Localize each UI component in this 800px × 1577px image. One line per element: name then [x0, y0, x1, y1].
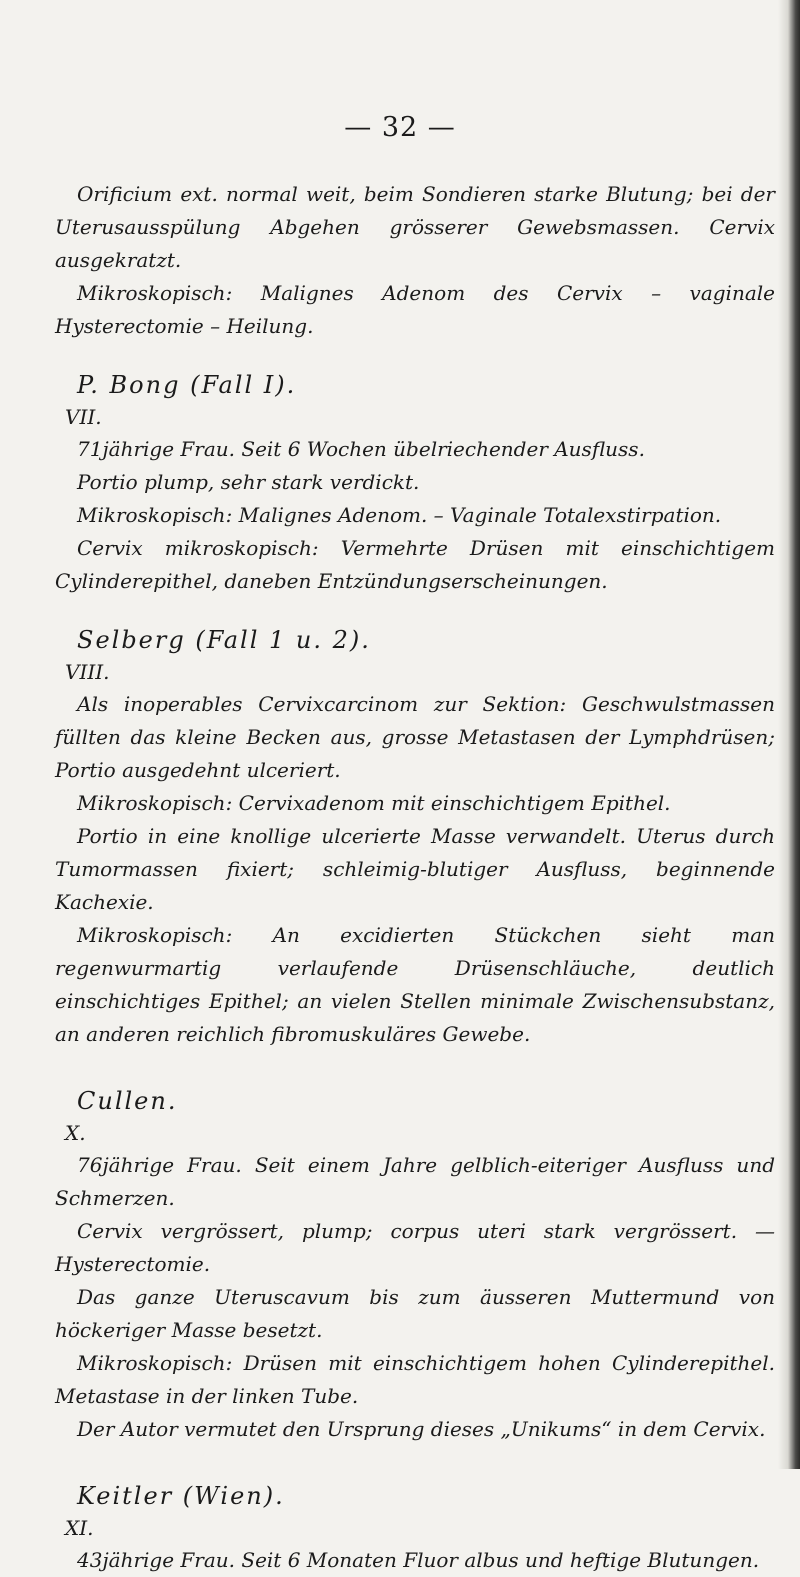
paragraph: Mikroskopisch: An excidierten Stückchen sieht man regenwurmartig verlaufende Drüsenschläuche, deutlich einschichtiges Epithel; an vielen Stellen minimale Zwischensubstanz, an anderen reichlich fibromuskuläres Gewebe. — [55, 923, 775, 1046]
case-author-heading: Selberg (Fall 1 u. 2). — [77, 626, 371, 654]
paragraph: Mikroskopisch: Drüsen mit einschichtigem hohen Cylinderepithel. Metastase in der linken Tube. — [55, 1351, 775, 1408]
paragraph: Cervix vergrössert, plump; corpus uteri stark vergrössert. — Hysterectomie. — [55, 1219, 775, 1276]
paragraph: 71jährige Frau. Seit 6 Wochen übelriechender Ausfluss. — [77, 437, 645, 461]
case-continuation — [55, 178, 775, 343]
case-number: VII. — [65, 405, 102, 429]
page-edge-shadow — [778, 0, 800, 1469]
case-number: XI. — [65, 1516, 94, 1540]
paragraph: Portio in eine knollige ulcerierte Masse verwandelt. Uterus durch Tumormassen fixiert; schleimig-blutiger Ausfluss, beginnende Kachexie. — [55, 824, 775, 914]
paragraph: Portio plump, sehr stark verdickt. — [77, 470, 420, 494]
page-body — [55, 178, 775, 1577]
paragraph: Mikroskopisch: Cervixadenom mit einschichtigem Epithel. — [77, 791, 671, 815]
case-section-bong — [55, 369, 775, 598]
case-number: VIII. — [65, 660, 110, 684]
paragraph: Mikroskopisch: Malignes Adenom des Cervix – vaginale Hysterectomie – Heilung. — [55, 281, 775, 338]
paragraph: Cervix mikroskopisch: Vermehrte Drüsen mit einschichtigem Cylinderepithel, daneben Entzündungserscheinungen. — [55, 536, 775, 593]
case-section-selberg — [55, 624, 775, 1051]
paragraph: 76jährige Frau. Seit einem Jahre gelblich-eiteriger Ausfluss und Schmerzen. — [55, 1153, 775, 1210]
paragraph: 43jährige Frau. Seit 6 Monaten Fluor albus und heftige Blutungen. — [77, 1548, 760, 1572]
case-section-cullen — [55, 1085, 775, 1446]
paragraph: Als inoperables Cervixcarcinom zur Sektion: Geschwulstmassen füllten das kleine Becken aus, grosse Metastasen der Lymphdrüsen; Portio ausgedehnt ulceriert. — [55, 692, 775, 782]
paragraph: Der Autor vermutet den Ursprung dieses „Unikums“ in dem Cervix. — [77, 1417, 766, 1441]
page-number: — 32 — — [344, 112, 456, 143]
paragraph: Das ganze Uteruscavum bis zum äusseren Muttermund von höckeriger Masse besetzt. — [55, 1285, 775, 1342]
case-number: X. — [65, 1121, 86, 1145]
case-author-heading: Cullen. — [77, 1087, 178, 1115]
case-author-heading: Keitler (Wien). — [77, 1482, 285, 1510]
case-section-keitler — [55, 1480, 775, 1577]
paragraph: Orificium ext. normal weit, beim Sondieren starke Blutung; bei der Uterusausspülung Abgehen grösserer Gewebsmassen. Cervix ausgekratzt. — [55, 182, 775, 272]
case-author-heading: P. Bong (Fall I). — [77, 371, 297, 399]
paragraph: Mikroskopisch: Malignes Adenom. – Vaginale Totalexstirpation. — [77, 503, 722, 527]
